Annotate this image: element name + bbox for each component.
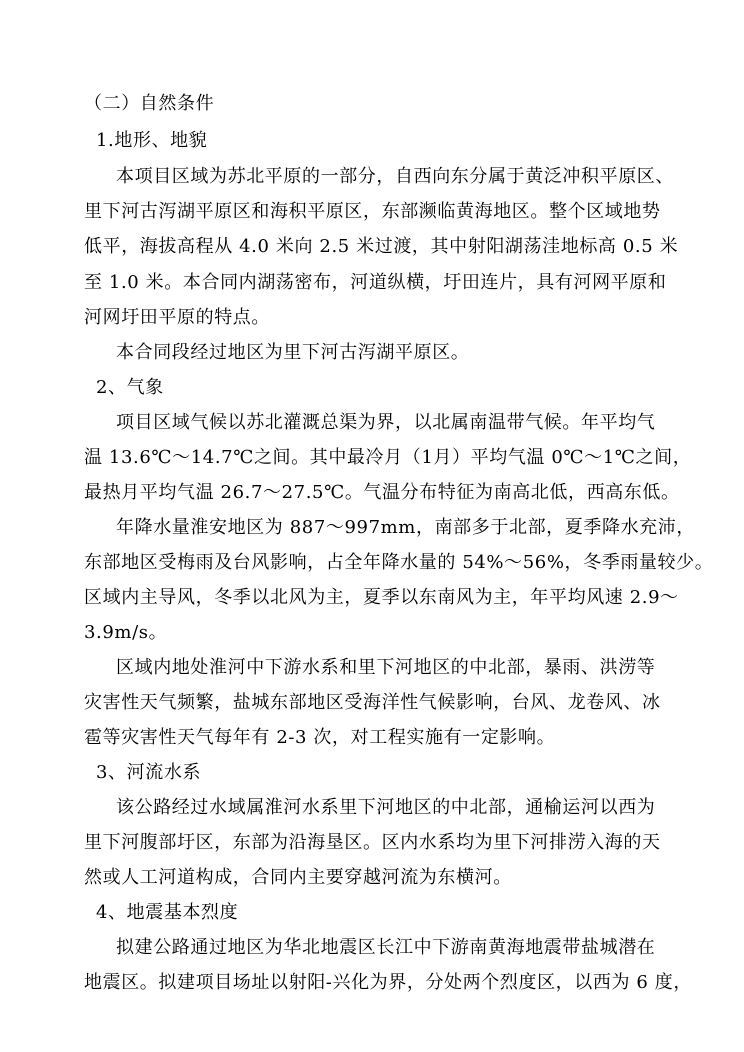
paragraph-line: 本合同段经过地区为里下河古泻湖平原区。: [116, 342, 470, 363]
paragraph-line: 低平，海拔高程从 4.0 米向 2.5 米过渡，其中射阳湖荡洼地标高 0.5 米: [84, 236, 679, 257]
paragraph-line: 最热月平均气温 26.7～27.5℃。气温分布特征为南高北低，西高东低。: [84, 482, 680, 503]
rivers-heading: 3、河流水系: [96, 762, 202, 783]
terrain-heading: 1.地形、地貌: [96, 130, 208, 151]
paragraph-line: 里下河古泻湖平原区和海积平原区，东部濒临黄海地区。整个区域地势: [84, 201, 661, 222]
seismic-heading: 4、地震基本烈度: [96, 902, 239, 923]
climate-heading: 2、气象: [96, 377, 164, 398]
paragraph-line: 温 13.6℃～14.7℃之间。其中最冷月（1月）平均气温 0℃～1℃之间，: [84, 447, 692, 468]
paragraph-line: 里下河腹部圩区，东部为沿海垦区。区内水系均为里下河排涝入海的天: [84, 832, 661, 853]
paragraph-line: 区域内地处淮河中下游水系和里下河地区的中北部，暴雨、洪涝等: [116, 657, 656, 678]
paragraph-line: 项目区域气候以苏北灌溉总渠为界，以北属南温带气候。年平均气: [116, 412, 656, 433]
paragraph-line: 至 1.0 米。本合同内湖荡密布，河道纵横，圩田连片，具有河网平原和: [84, 272, 667, 293]
paragraph-line: 本项目区域为苏北平原的一部分，自西向东分属于黄泛冲积平原区、: [116, 166, 674, 187]
paragraph-line: 然或人工河道构成，合同内主要穿越河流为东横河。: [84, 867, 512, 888]
paragraph-line: 年降水量淮安地区为 887～997mm，南部多于北部，夏季降水充沛，: [116, 517, 695, 538]
paragraph-line: 3.9m/s。: [84, 622, 168, 643]
paragraph-line: 东部地区受梅雨及台风影响，占全年降水量的 54%～56%，冬季雨量较少。: [84, 552, 714, 573]
paragraph-line: 灾害性天气频繁，盐城东部地区受海洋性气候影响，台风、龙卷风、冰: [84, 692, 661, 713]
paragraph-line: 地震区。拟建项目场址以射阳-兴化为界，分处两个烈度区，以西为 6 度，: [84, 972, 692, 993]
section-title: （二）自然条件: [84, 93, 215, 114]
paragraph-line: 河网圩田平原的特点。: [84, 307, 270, 328]
paragraph-line: 拟建公路通过地区为华北地震区长江中下游南黄海地震带盐城潜在: [116, 937, 656, 958]
paragraph-line: 区域内主导风，冬季以北风为主，夏季以东南风为主，年平均风速 2.9～: [84, 587, 679, 608]
paragraph-line: 该公路经过水域属淮河水系里下河地区的中北部，通榆运河以西为: [116, 797, 656, 818]
paragraph-line: 雹等灾害性天气每年有 2-3 次，对工程实施有一定影响。: [84, 727, 556, 748]
